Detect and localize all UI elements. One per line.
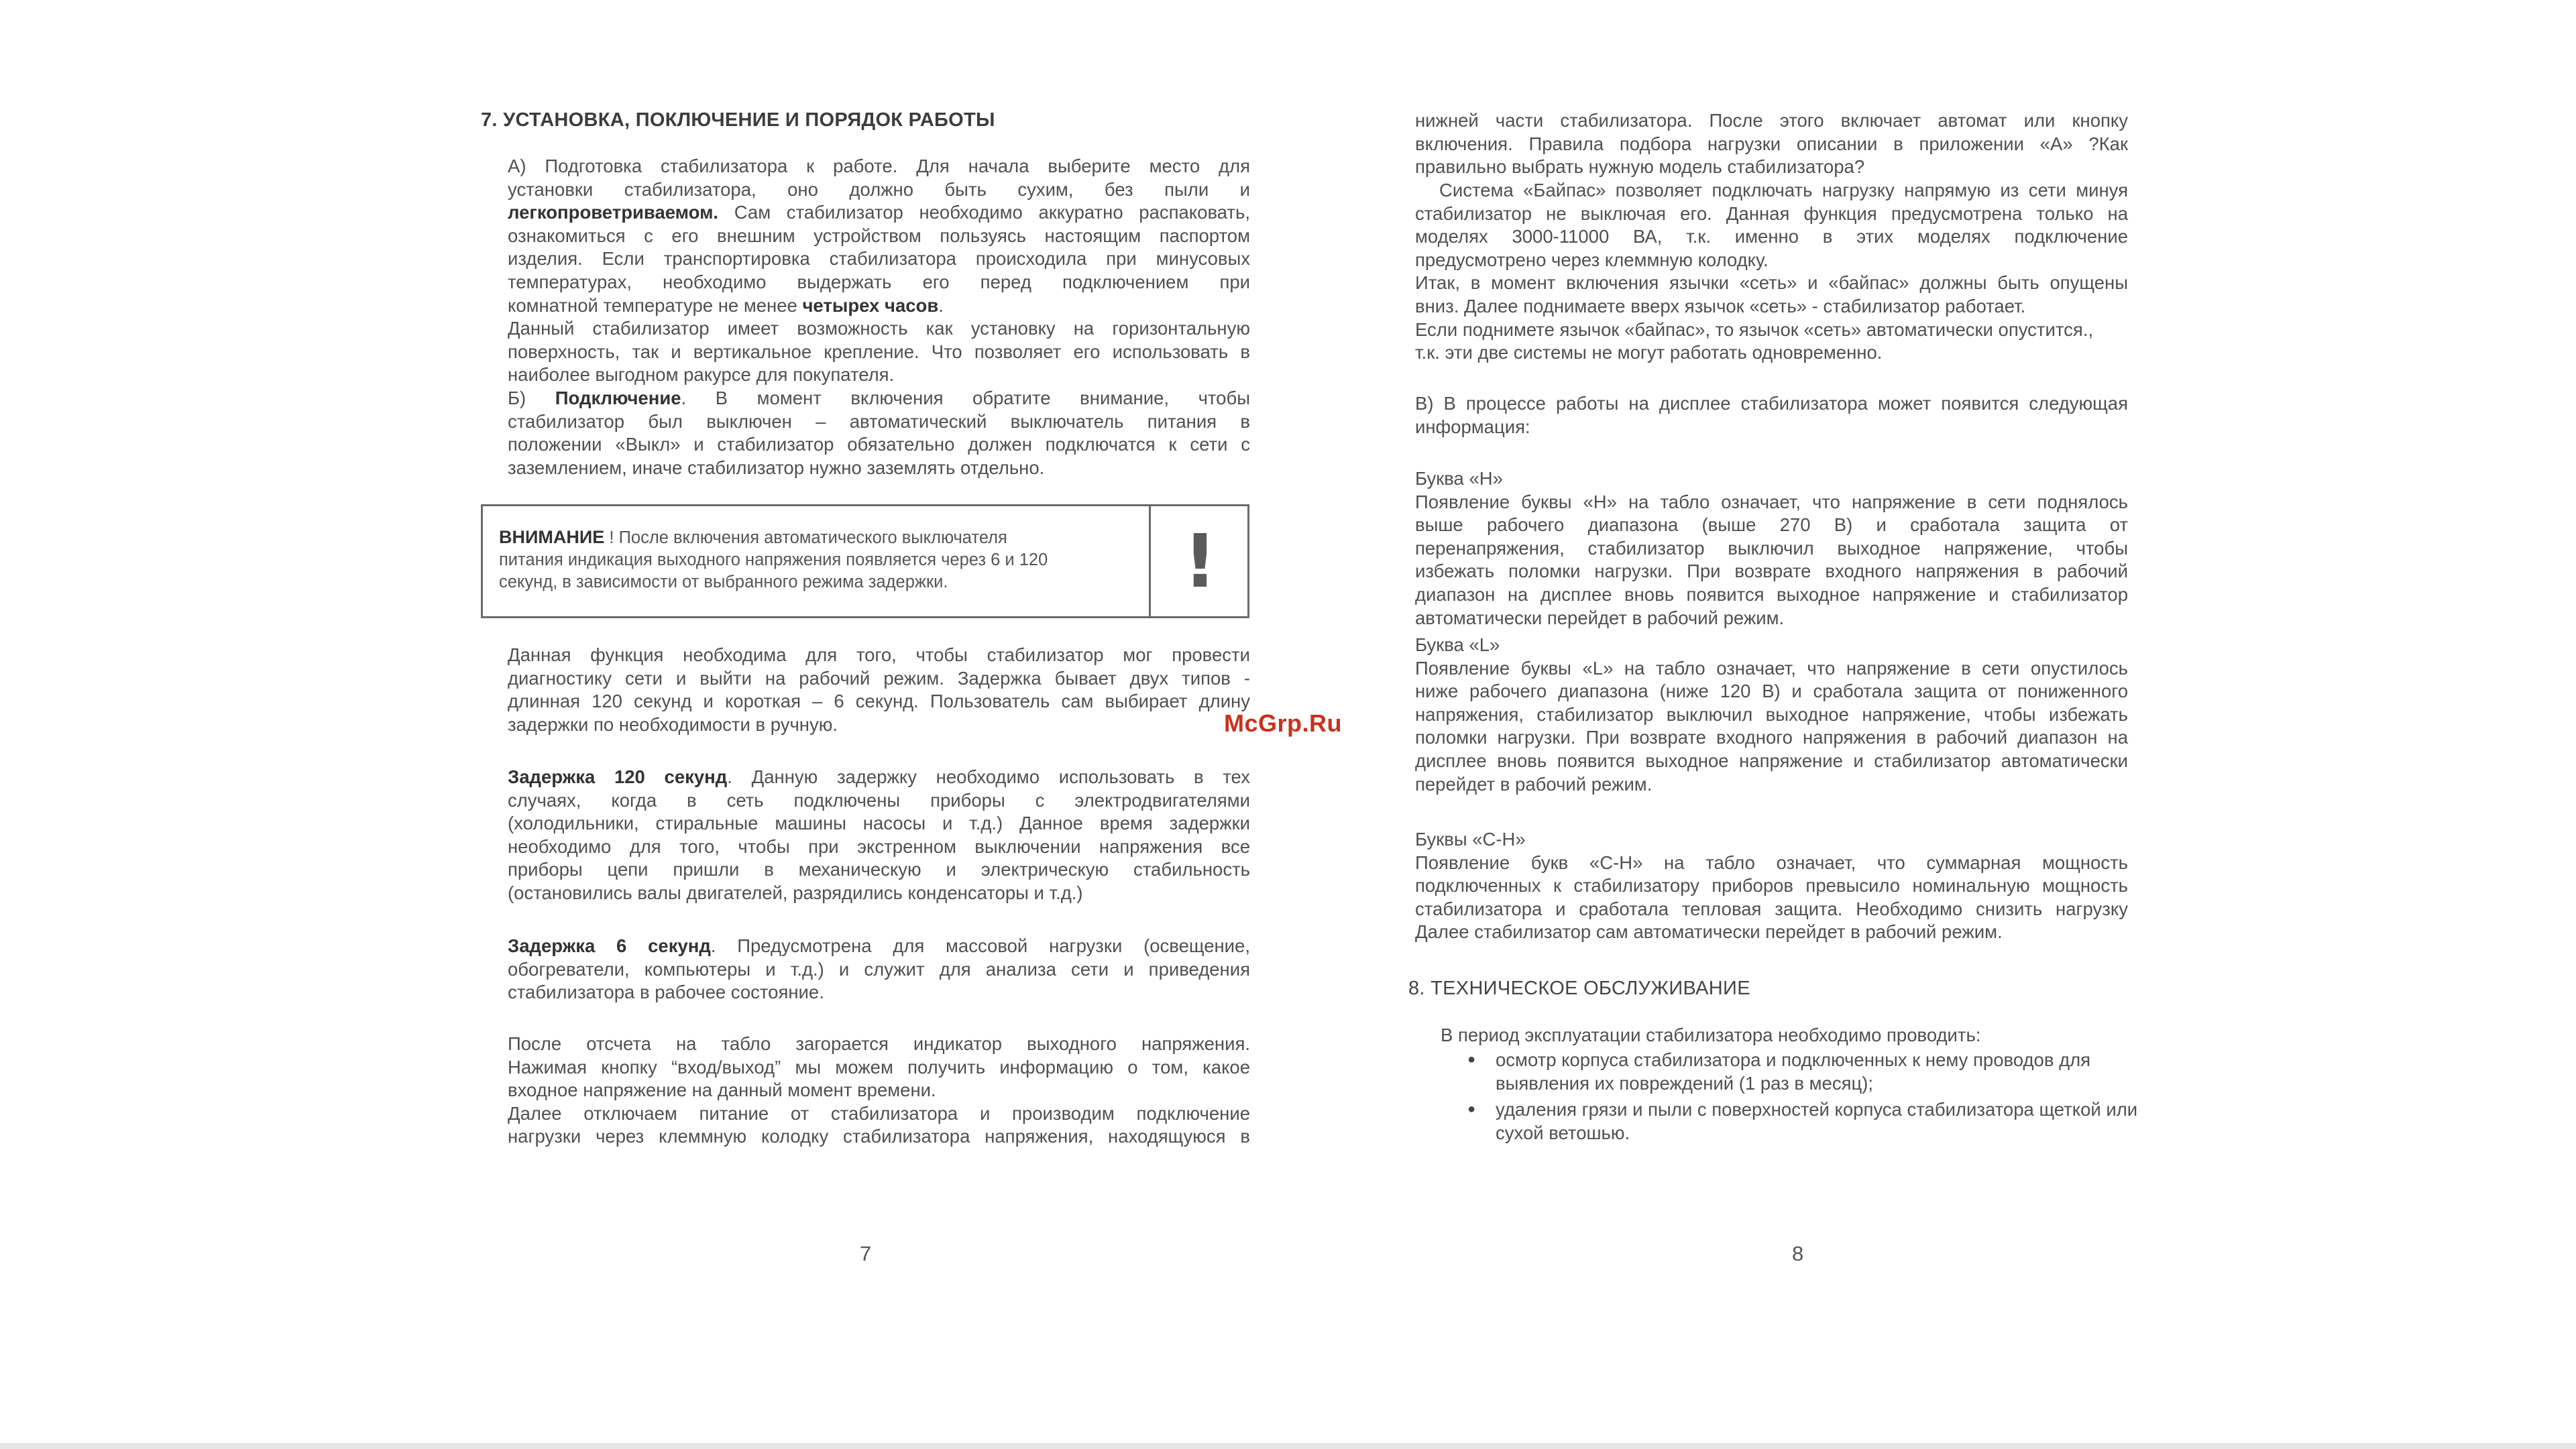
list-item: ● осмотр корпуса стабилизатора и подключенных к нему проводов для выявления их повреждений (1 раз в месяц); xyxy=(1467,1048,2178,1095)
delay-120-paragraph: Задержка 120 секунд. Данную задержку необходимо использовать в тех случаях, когда в сеть подключены приборы с электродвигателями (холодильники, стиральные машины насосы и т.д.) Данное время задержки необходимо для того, чтобы при экстренном выключении напряжения все приборы цепи пришли в механическую и электрическую стабильность (остановились валы двигателей, разрядились конденсаторы и т.д.) xyxy=(508,766,1251,903)
page-number-7: 7 xyxy=(860,1242,872,1265)
delay-6-paragraph: Задержка 6 секунд. Предусмотрена для массовой нагрузки (освещение, обогреватели, компьютеры и т.д.) и служит для анализа сети и приведения стабилизатора в рабочее состояние. xyxy=(508,935,1250,1003)
preparation-paragraph: А) Подготовка стабилизатора к работе. Для начала выберите место для установки стабилизатора, оно должно быть сухим, без пыли и легкопроветриваемом. Сам стабилизатор необходимо аккуратно распаковать, ознакомиться с его внешним устройством пользуясь настоящим паспортом изделия. Если транспортировка стабилизатора происходила при минусовых температурах, необходимо выдержать его перед подключением при комнатной температуре не менее четырех часов. Данный стабилизатор имеет возможность как установку на горизонтальную поверхность, так и вертикальное крепление. Что позволяет его использовать в наиболее выгодном ракурсе для покупателя. xyxy=(508,156,1250,386)
page-number-8: 8 xyxy=(1792,1242,1804,1265)
right-page xyxy=(1288,0,2576,1449)
after-countdown-paragraph: После отсчета на табло загорается индикатор выходного напряжения. Нажимая кнопку “вход/выход” мы можем получить информацию о том, какое входное напряжение на данный момент времени. Далее отключаем питание от стабилизатора и производим подключение нагрузки через клеммную колодку стабилизатора напряжения, находящуюся в xyxy=(508,1033,1250,1147)
bypass-paragraph: Система «Байпас» позволяет подключать нагрузку напрямую из сети минуя стабилизатор не выключая его. Данная функция предусмотрена только на моделях 3000-11000 ВА, т.к. именно в этих моделях подключение предусмотрено через клеммную колодку. Итак, в момент включения язычки «сеть» и «байпас» должны быть опущены вниз. Далее поднимаете вверх язычок «сеть» - стабилизатор работает. Если поднимете язычок «байпас», то язычок «сеть» автоматически опустится., т.к. эти две системы не могут работать одновременно. xyxy=(1415,180,2128,363)
connection-paragraph: Б) Подключение. В момент включения обратите внимание, чтобы стабилизатор был выключен – автоматический выключатель питания в положении «Выкл» и стабилизатор обязательно должен подключатся к сети с заземлением, иначе стабилизатор нужно заземлять отдельно. xyxy=(508,388,1250,478)
section-8-heading: 8. ТЕХНИЧЕСКОЕ ОБСЛУЖИВАНИЕ xyxy=(1408,978,1750,999)
maintenance-intro: В период эксплуатации стабилизатора необходимо проводить: xyxy=(1441,1025,1981,1045)
letter-l-paragraph: Буква «L» Появление буквы «L» на табло означает, что напряжение в сети опустилось ниже рабочего диапазона (ниже 120 В) и сработала защита от пониженного напряжения, стабилизатор выключил выходное напряжение, чтобы избежать поломки нагрузки. При возврате входного напряжения в рабочий диапазон на дисплее вновь появится выходное напряжение и стабилизатор автоматически перейдет в рабочий режим. xyxy=(1415,634,2128,795)
warning-box xyxy=(481,504,1249,618)
continuation-paragraph: нижней части стабилизатора. После этого включает автомат или кнопку включения. Правила подбора нагрузки описании в приложении «А» ?Как правильно выбрать нужную модель стабилизатора? xyxy=(1415,110,2128,178)
maintenance-list xyxy=(1467,1048,2178,1147)
letter-h-paragraph: Буква «Н» Появление буквы «Н» на табло означает, что напряжение в сети поднялось выше рабочего диапазона (выше 270 В) и сработала защита от перенапряжения, стабилизатор выключил выходное напряжение, чтобы избежать поломки нагрузки. При возврате входного напряжения в рабочий диапазон на дисплее вновь появится выходное напряжение и стабилизатор автоматически перейдет в рабочий режим. xyxy=(1415,468,2128,628)
delay-info-paragraph: Данная функция необходима для того, чтобы стабилизатор мог провести диагностику сети и выйти на рабочий режим. Задержка бывает двух типов - длинная 120 секунд и короткая – 6 секунд. Пользователь сам выбирает длину задержки по необходимости в ручную. xyxy=(508,644,1250,735)
section-7-heading: 7. УСТАНОВКА, ПОКЛЮЧЕНИЕ И ПОРЯДОК РАБОТЫ xyxy=(481,109,995,131)
warning-text: ВНИМАНИЕ ! После включения автоматического выключателя питания индикация выходного напряжения появляется через 6 и 120 секунд, в зависимости от выбранного режима задержки. xyxy=(499,527,1048,591)
watermark-logo: McGrp.Ru xyxy=(1224,709,1343,737)
letter-ch-paragraph: Буквы «С-Н» Появление букв «С-Н» на табло означает, что суммарная мощность подключенных к стабилизатору приборов превысило номинальную мощность стабилизатора и сработала тепловая защита. Необходимо снизить нагрузку Далее стабилизатор сам автоматически перейдет в рабочий режим. xyxy=(1415,829,2128,943)
display-info-paragraph: В) В процессе работы на дисплее стабилизатора может появится следующая информация: xyxy=(1415,393,2128,437)
bottom-edge xyxy=(0,1443,2576,1449)
list-item: ● удаления грязи и пыли с поверхностей корпуса стабилизатора щеткой или сухой ветошью. xyxy=(1467,1098,2178,1145)
exclamation-icon: ! xyxy=(1183,518,1217,604)
